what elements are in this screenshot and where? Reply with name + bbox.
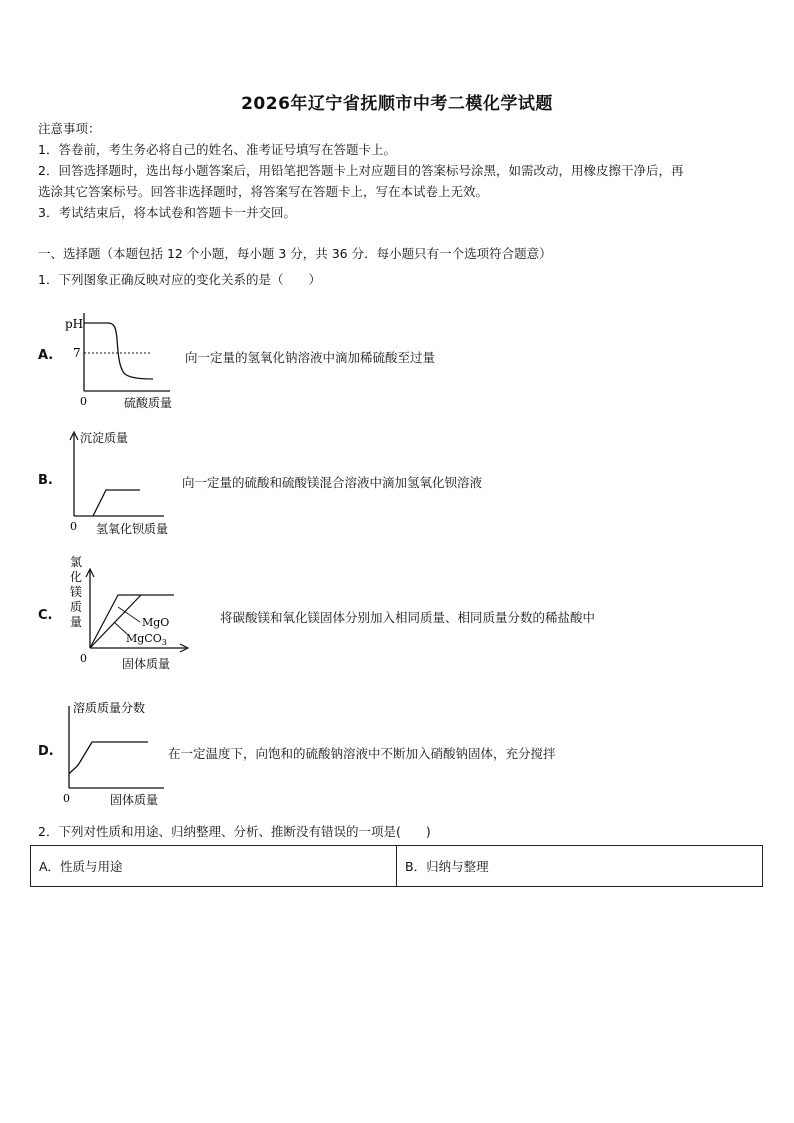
graph-c-origin: 0 xyxy=(80,652,87,665)
graph-b-y-label: 沉淀质量 xyxy=(80,431,129,445)
notice-item: 1．答卷前，考生务必将自己的姓名、准考证号填写在答题卡上。 xyxy=(38,142,396,157)
graph-c-pointer-mgo xyxy=(118,607,140,622)
notice-item: 3．考试结束后，将本试卷和答题卡一并交回。 xyxy=(38,205,296,220)
graph-a-origin: 0 xyxy=(80,395,87,408)
graph-b-precipitate-curve xyxy=(60,424,185,540)
graph-a-ph-curve xyxy=(60,305,195,413)
option-b-desc: 向一定量的硫酸和硫酸镁混合溶液中滴加氢氧化钡溶液 xyxy=(182,475,483,490)
graph-d-mass-fraction-curve xyxy=(60,696,180,808)
page-title: 2026年辽宁省抚顺市中考二模化学试题 xyxy=(241,94,553,114)
graph-c-series-mgco3: MgCO$_3$ xyxy=(126,632,167,647)
graph-b-origin: 0 xyxy=(70,520,77,533)
option-b-label: B. xyxy=(38,473,53,488)
graph-a-y-label: pH xyxy=(65,317,84,331)
graph-d-origin: 0 xyxy=(63,792,70,805)
notice-heading: 注意事项： xyxy=(38,121,101,136)
graph-c-x-label: 固体质量 xyxy=(122,657,171,671)
graph-a-tick-7: 7 xyxy=(73,346,81,360)
option-d-desc: 在一定温度下，向饱和的硫酸钠溶液中不断加入硝酸钠固体，充分搅拌 xyxy=(168,746,556,761)
question-2-stem: 2．下列对性质和用途、归纳整理、分析、推断没有错误的一项是( ) xyxy=(38,824,431,839)
section-heading: 一、选择题（本题包括 12 个小题，每小题 3 分，共 36 分．每小题只有一个选项符合题意） xyxy=(38,246,552,261)
option-a-label: A. xyxy=(38,348,54,363)
graph-c-y-label-char: 量 xyxy=(70,615,83,629)
option-c-label: C. xyxy=(38,608,53,623)
question-1-stem: 1．下列图象正确反映对应的变化关系的是（ ） xyxy=(38,272,321,287)
option-d-label: D. xyxy=(38,744,54,759)
graph-c-y-label-char: 氯 xyxy=(70,555,83,569)
graph-a-curve xyxy=(84,323,153,379)
graph-d-y-label: 溶质质量分数 xyxy=(73,701,146,715)
option-a-desc: 向一定量的氢氧化钠溶液中滴加稀硫酸至过量 xyxy=(185,350,436,365)
graph-a-x-label: 硫酸质量 xyxy=(124,396,173,410)
graph-c-y-label-char: 镁 xyxy=(70,585,83,599)
graph-c-mgcl2-curves xyxy=(66,550,201,674)
question-2-table xyxy=(30,845,763,887)
graph-c-y-label-char: 化 xyxy=(70,570,83,584)
graph-d-x-label: 固体质量 xyxy=(110,793,159,807)
graph-b-curve xyxy=(93,490,140,516)
option-c-desc: 将碳酸镁和氧化镁固体分别加入相同质量、相同质量分数的稀盐酸中 xyxy=(220,610,596,625)
table-cell-a: A．性质与用途 xyxy=(39,859,123,874)
graph-b-x-label: 氢氧化钡质量 xyxy=(96,522,169,536)
graph-c-y-label-char: 质 xyxy=(70,600,83,614)
notice-item: 选涂其它答案标号。回答非选择题时，将答案写在答题卡上，写在本试卷上无效。 xyxy=(38,184,489,199)
table-cell-b: B．归纳与整理 xyxy=(396,846,762,886)
graph-d-curve xyxy=(69,742,148,774)
notice-item: 2．回答选择题时，选出每小题答案后，用铅笔把答题卡上对应题目的答案标号涂黑，如需改动，用橡皮擦干净后，再 xyxy=(38,163,684,178)
graph-c-series-mgo: MgO xyxy=(142,616,170,629)
